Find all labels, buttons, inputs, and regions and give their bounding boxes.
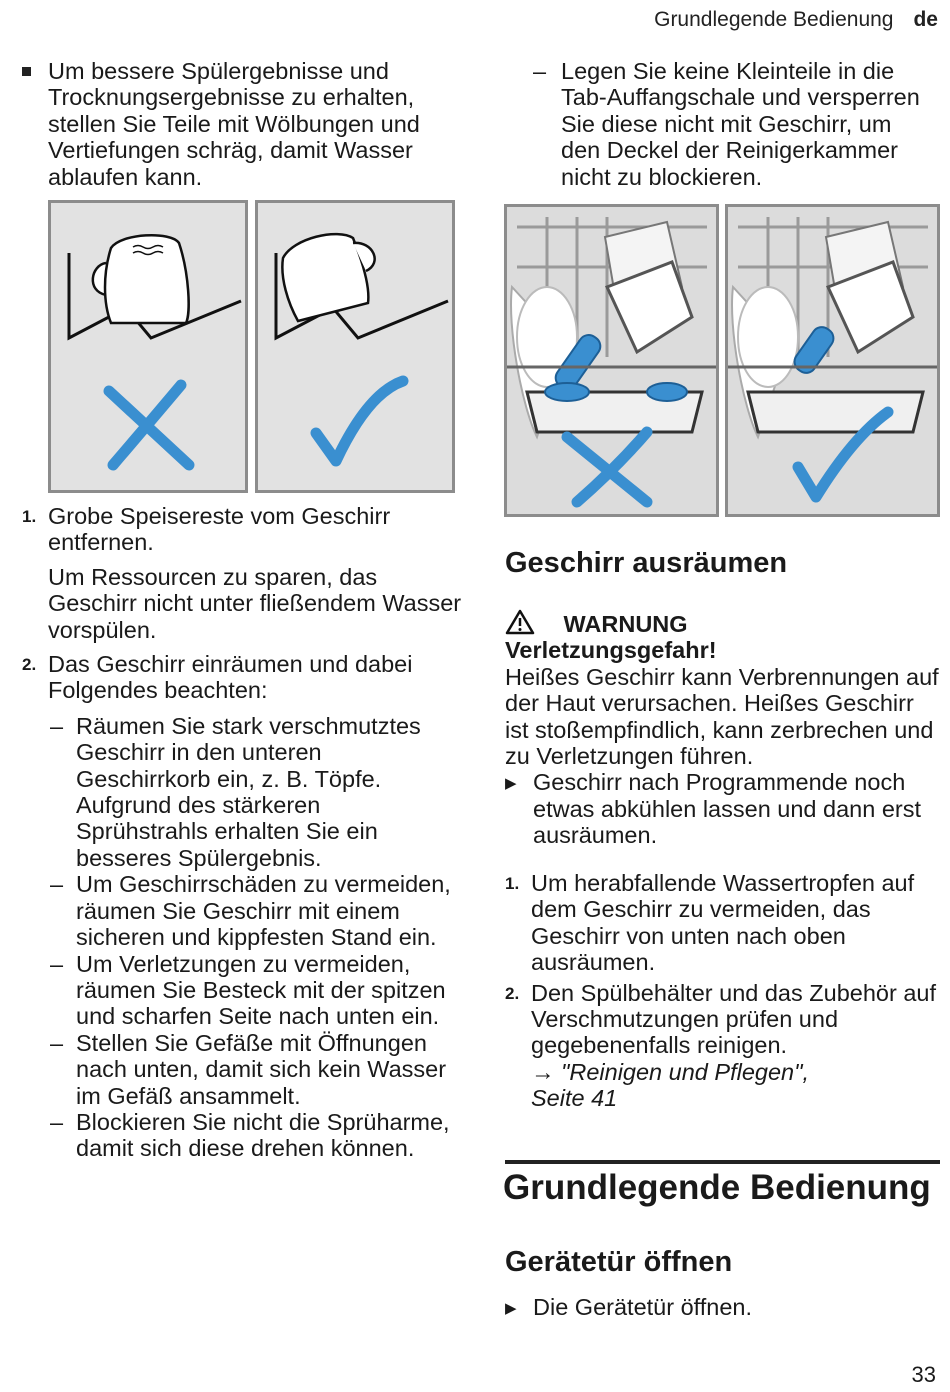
step-number: 2. xyxy=(505,983,520,1003)
heading-main: Grundlegende Bedienung xyxy=(503,1168,931,1207)
warning-label: WARNUNG xyxy=(563,611,688,637)
list-item-text: Räumen Sie stark verschmutztes Geschirr in den unteren Geschirrkorb ein, z. B. Töpfe. Aufgrund des stärkeren Sprühstrahls erhalten Sie ein besseres Spülergebnis. xyxy=(76,712,421,871)
step-1 xyxy=(22,503,462,643)
cross-reference: → "Reinigen und Pflegen", Seite 41 xyxy=(531,1058,809,1112)
illustration-cup-right xyxy=(255,200,455,493)
warning-block xyxy=(505,609,945,849)
list-item: – Blockieren Sie nicht die Sprüharme, damit sich diese drehen können. xyxy=(50,1108,450,1162)
illustration-tray-right xyxy=(725,204,940,517)
step-text: Um herabfallende Wassertropfen auf dem Geschirr zu vermeiden, das Geschirr von unten nach oben ausräumen. xyxy=(531,870,915,976)
list-item: – Um Verletzungen zu vermeiden, räumen Sie Besteck mit der spitzen und scharfen Seite nach unten ein. xyxy=(50,950,446,1030)
arrow-bullet-icon: ▶ xyxy=(505,1300,517,1317)
list-item: – Legen Sie keine Kleinteile in die Tab-Auffangschale und versperren Sie diese nicht mit Geschirr, um den Deckel der Reinigerkammer nicht zu blockieren. xyxy=(533,58,920,190)
warning-action xyxy=(505,769,945,848)
warning-header xyxy=(505,609,945,637)
list-item-text: Um Geschirrschäden zu vermeiden, räumen Sie Geschirr mit einem sicheren und kippfesten Stand ein. xyxy=(76,871,451,951)
illustration-cup-wrong xyxy=(48,200,248,493)
door-action-text: Die Gerätetür öffnen. xyxy=(533,1294,753,1320)
step-number: 1. xyxy=(505,874,520,893)
page-number: 33 xyxy=(911,1362,936,1387)
header-lang: de xyxy=(913,8,938,31)
door-action xyxy=(505,1294,940,1320)
illustration-tray-wrong xyxy=(504,204,719,517)
list-item-text: Blockieren Sie nicht die Sprüharme, damit sich diese drehen können. xyxy=(76,1108,450,1162)
warning-triangle-icon xyxy=(505,609,535,635)
warning-action-text: Geschirr nach Programmende noch etwas abkühlen lassen und dann erst ausräumen. xyxy=(533,769,922,849)
step-2 xyxy=(505,980,940,1112)
step-text: Grobe Speisereste vom Geschirr entfernen. xyxy=(48,503,391,556)
list-item-text: Um Verletzungen zu vermeiden, räumen Sie Besteck mit der spitzen und scharfen Seite nach unten ein. xyxy=(76,950,446,1030)
list-item: – Um Geschirrschäden zu vermeiden, räumen Sie Geschirr mit einem sicheren und kippfesten Stand ein. xyxy=(50,871,451,951)
section-rule xyxy=(505,1160,940,1164)
step-1 xyxy=(505,870,940,976)
header-section: Grundlegende Bedienung xyxy=(654,8,894,31)
list-item-text: Stellen Sie Gefäße mit Öffnungen nach unten, damit sich kein Wasser im Gefäß ansammelt. xyxy=(76,1029,447,1109)
square-bullet-icon xyxy=(22,67,31,76)
step-number: 1. xyxy=(22,507,37,526)
list-item xyxy=(505,1294,940,1320)
warning-title: Verletzungsgefahr! xyxy=(505,637,717,664)
step-number: 2. xyxy=(22,655,37,675)
heading-door: Gerätetür öffnen xyxy=(505,1246,733,1278)
running-header xyxy=(654,8,938,32)
step-text: Den Spülbehälter und das Zubehör auf Verschmutzungen prüfen und gegebenenfalls reinigen. xyxy=(531,979,937,1059)
arrow-bullet-icon: ▶ xyxy=(505,775,517,793)
heading-unload: Geschirr ausräumen xyxy=(505,547,788,579)
step-note: Um Ressourcen zu sparen, das Geschirr nicht unter fließendem Wasser vorspülen. xyxy=(48,563,462,643)
step-2 xyxy=(22,651,462,704)
list-item: – Stellen Sie Gefäße mit Öffnungen nach unten, damit sich kein Wasser im Gefäß ansammelt. xyxy=(50,1029,447,1109)
step-text: Das Geschirr einräumen und dabei Folgendes beachten: xyxy=(48,651,413,704)
list-item-text: Legen Sie keine Kleinteile in die Tab-Auffangschale und versperren Sie diese nicht mit Geschirr, um den Deckel der Reinigerkammer nicht zu blockieren. xyxy=(561,58,920,190)
left-steps xyxy=(22,503,462,1162)
warning-text: Heißes Geschirr kann Verbrennungen auf der Haut verursachen. Heißes Geschirr ist stoßempfindlich, kann zerbrechen und zu Verletzungen führen. xyxy=(505,663,939,770)
right-dash-top xyxy=(505,58,930,190)
list-item: – Räumen Sie stark verschmutztes Geschirr in den unteren Geschirrkorb ein, z. B. Töpfe. Aufgrund des stärkeren Sprühstrahls erhalten Sie ein besseres Spülergebnis. xyxy=(50,712,421,871)
intro-bullet xyxy=(22,58,452,190)
dash-list xyxy=(22,713,454,1162)
intro-bullet-text: Um bessere Spülergebnisse und Trocknungsergebnisse zu erhalten, stellen Sie Teile mit Wölbungen und Vertiefungen schräg, damit Wasser ablaufen kann. xyxy=(48,58,420,190)
right-steps xyxy=(505,870,940,1112)
